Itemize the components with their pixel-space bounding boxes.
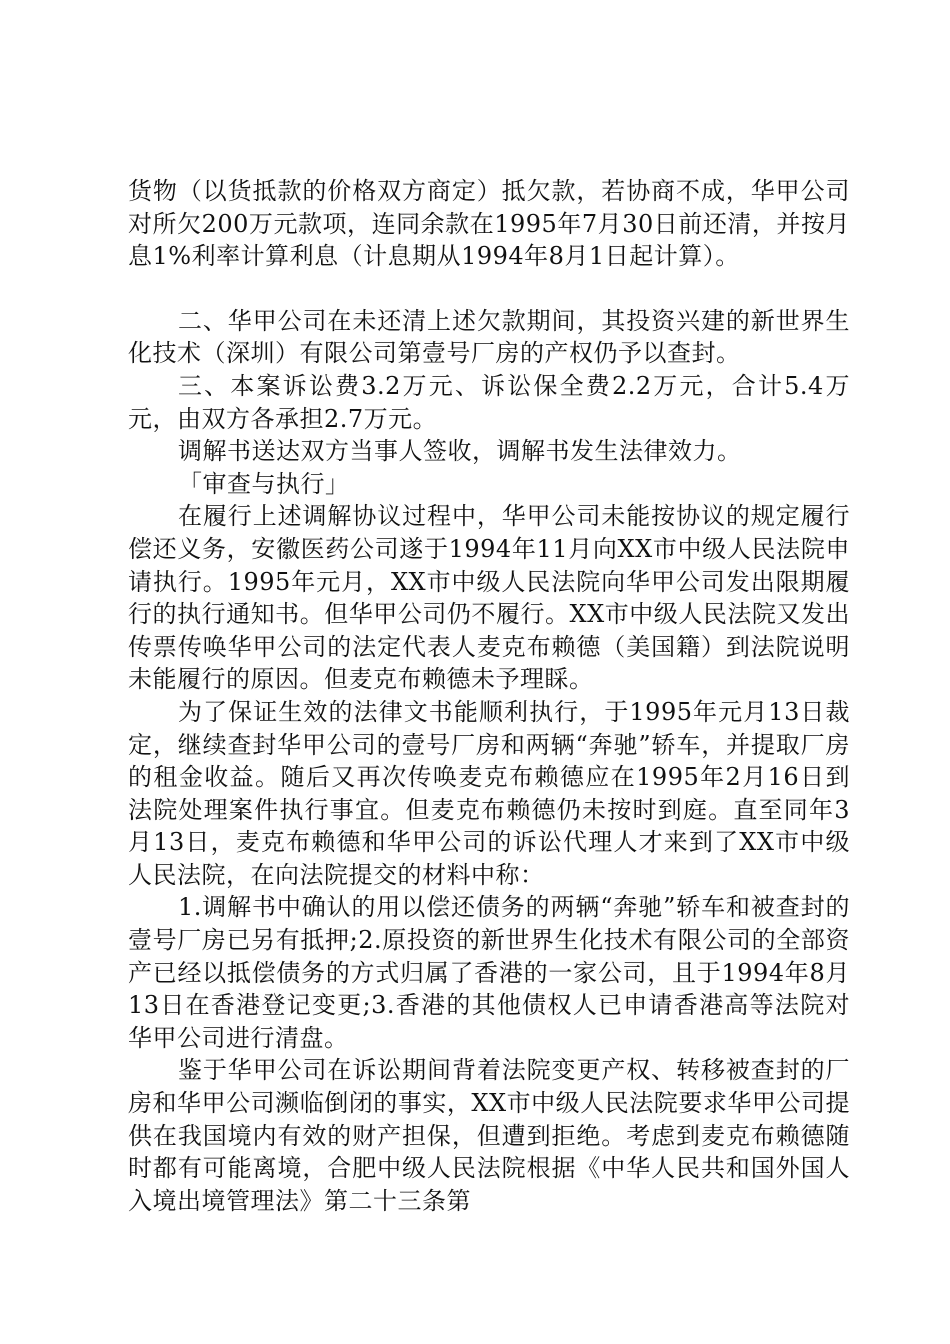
paragraph-clause-two: 二、华甲公司在未还清上述欠款期间，其投资兴建的新世界生化技术（深圳）有限公司第壹号厂房的产权仍予以查封。 [128, 306, 850, 368]
paragraph-ruling-seizure: 为了保证生效的法律文书能顺利执行，于1995年元月13日裁定，继续查封华甲公司的壹号厂房和两辆“奔驰”轿车，并提取厂房的租金收益。随后又再次传唤麦克布赖德应在1995年2月16日到法院处理案件执行事宜。但麦克布赖德仍未按时到庭。直至同年3月13日，麦克布赖德和华甲公司的诉讼代理人才来到了XX市中级人民法院，在向法院提交的材料中称： [128, 697, 850, 889]
paragraph-clause-three: 三、本案诉讼费3.2万元、诉讼保全费2.2万元，合计5.4万元，由双方各承担2.7万元。 [128, 371, 850, 433]
section-heading-review-execution: 「审查与执行」 [178, 469, 350, 498]
paragraph-mediation-effect: 调解书送达双方当事人签收，调解书发生法律效力。 [178, 437, 742, 466]
paragraph-execution-application: 在履行上述调解协议过程中，华甲公司未能按协议的规定履行偿还义务，安徽医药公司遂于1994年11月向XX市中级人民法院申请执行。1995年元月，XX市中级人民法院向华甲公司发出限期履行的执行通知书。但华甲公司仍不履行。XX市中级人民法院又发出传票传唤华甲公司的法定代表人麦克布赖德（美国籍）到法院说明未能履行的原因。但麦克布赖德未予理睬。 [128, 502, 850, 694]
paragraph-submitted-claims: 1.调解书中确认的用以偿还债务的两辆“奔驰”轿车和被查封的壹号厂房已另有抵押;2.原投资的新世界生化技术有限公司的全部资产已经以抵偿债务的方式归属了香港的一家公司，且于1994年8月13日在香港登记变更;3.香港的其他债权人已申请香港高等法院对华甲公司进行清盘。 [128, 893, 850, 1052]
paragraph-spacer [128, 273, 850, 305]
paragraph-exit-restriction: 鉴于华甲公司在诉讼期间背着法院变更产权、转移被查封的厂房和华甲公司濒临倒闭的事实，XX市中级人民法院要求华甲公司提供在我国境内有效的财产担保，但遭到拒绝。考虑到麦克布赖德随时都有可能离境，合肥中级人民法院根据《中华人民共和国外国人入境出境管理法》第二十三条第 [128, 1056, 850, 1215]
document-body [128, 175, 850, 1217]
paragraph-goods-settlement: 货物（以货抵款的价格双方商定）抵欠款，若协商不成，华甲公司对所欠200万元款项，连同余款在1995年7月30日前还清，并按月息1%利率计算利息（计息期从1994年8月1日起计算）。 [128, 177, 850, 271]
